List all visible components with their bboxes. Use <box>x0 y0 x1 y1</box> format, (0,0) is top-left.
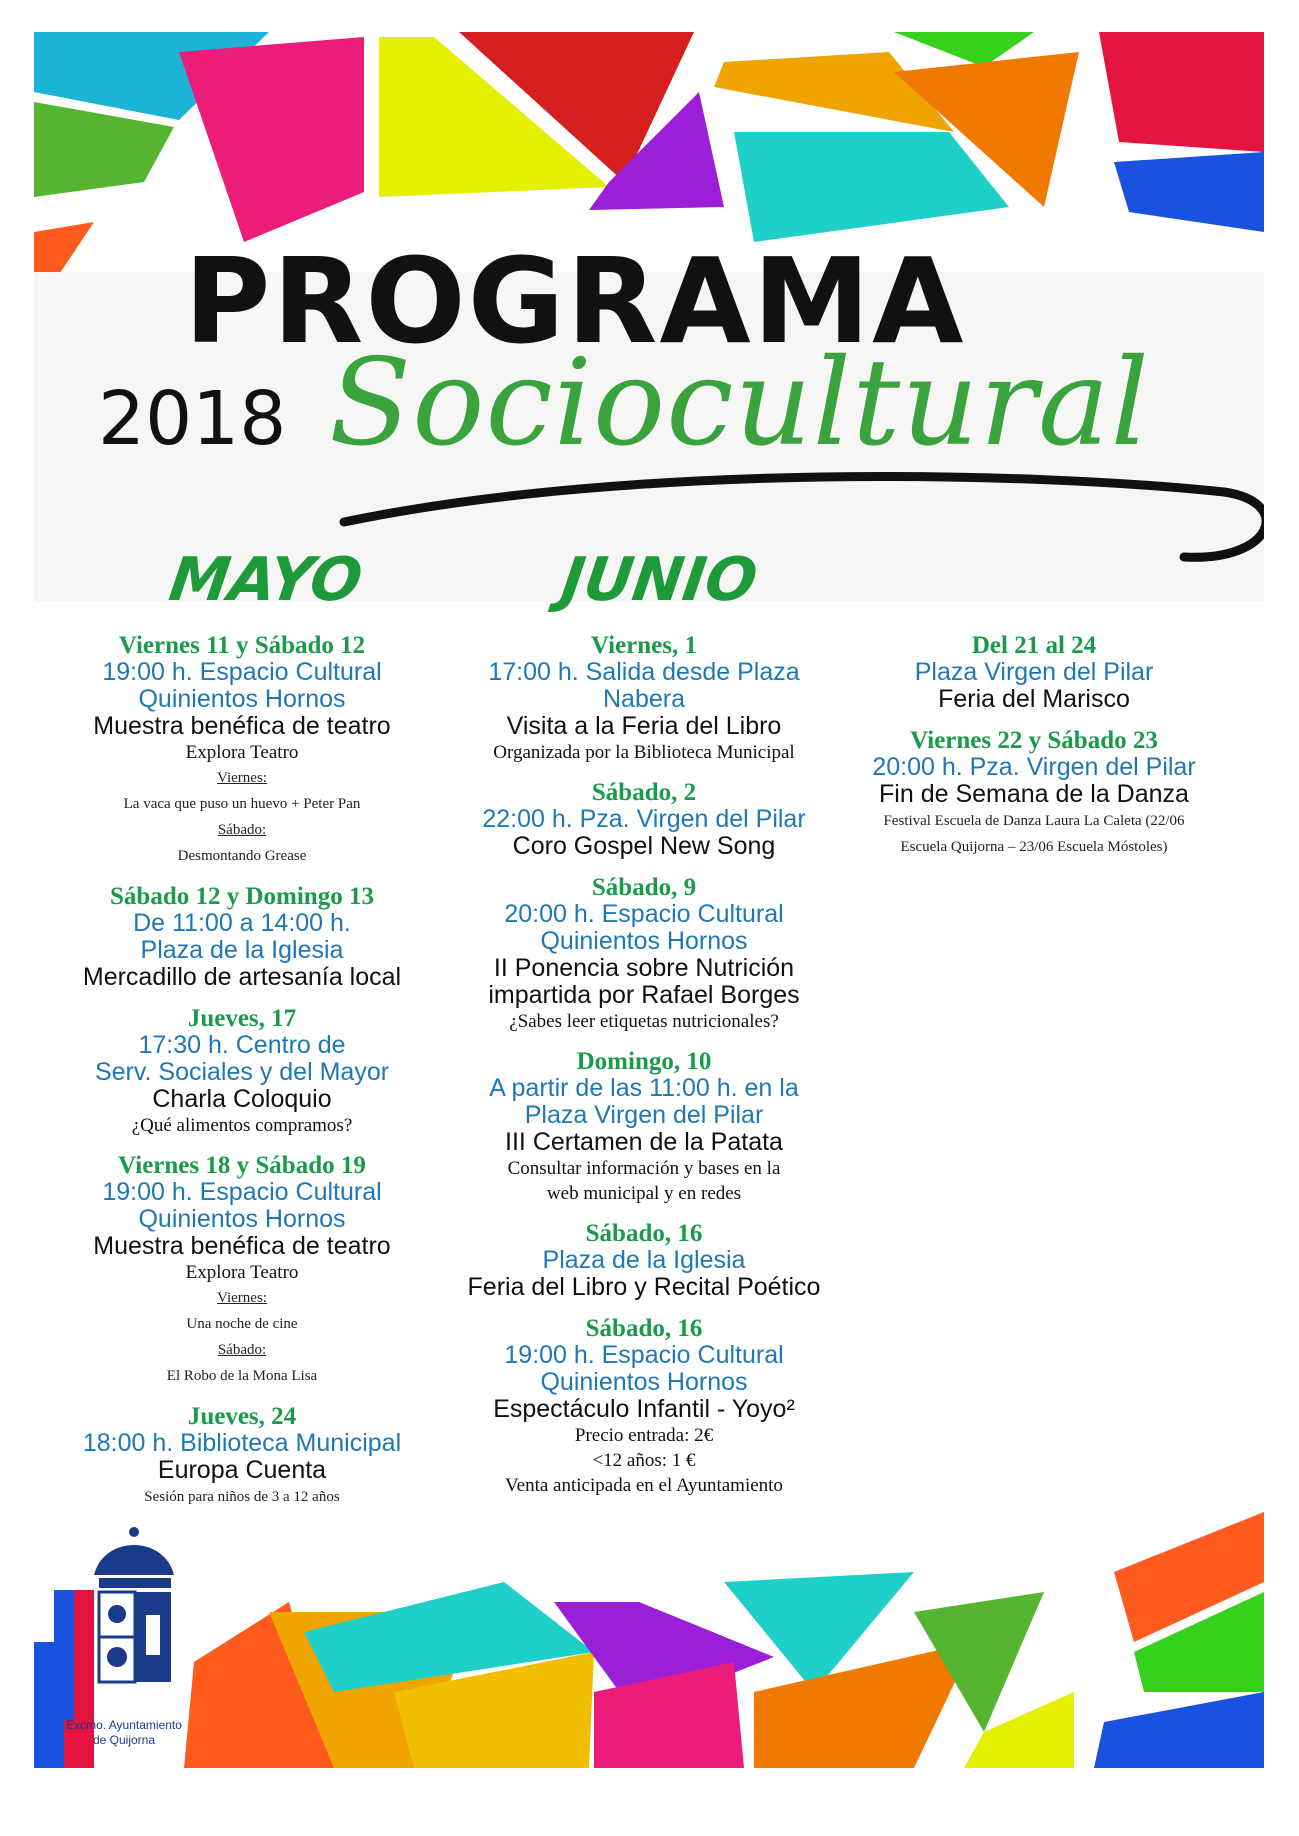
event-detail: Una noche de cine <box>186 1316 298 1332</box>
event-date: Viernes 22 y Sábado 23 <box>910 727 1158 754</box>
month-heading-junio: JUNIO <box>557 545 762 615</box>
event-detail: Sábado: <box>217 822 267 838</box>
event-title: III Certamen de la Patata <box>505 1128 783 1156</box>
event-subtitle: <12 años: 1 € <box>592 1450 696 1471</box>
event-block <box>444 1315 844 1498</box>
event-title: Visita a la Feria del Libro <box>506 712 782 740</box>
event-detail: El Robo de la Mona Lisa <box>166 1368 318 1384</box>
event-title: Espectáculo Infantil - Yoyo² <box>493 1395 795 1423</box>
event-place: 20:00 h. Espacio Cultural <box>504 900 784 928</box>
event-subtitle: Explora Teatro <box>185 1262 299 1283</box>
event-date: Jueves, 17 <box>187 1005 297 1032</box>
event-place: Quinientos Hornos <box>138 1205 346 1233</box>
event-place: 19:00 h. Espacio Cultural <box>504 1341 784 1369</box>
event-subtitle: ¿Qué alimentos compramos? <box>131 1115 353 1136</box>
event-block <box>444 1048 844 1206</box>
event-date: Sábado, 2 <box>591 779 697 806</box>
event-title: Feria del Marisco <box>938 685 1130 713</box>
event-title: Muestra benéfica de teatro <box>93 712 391 740</box>
event-title: II Ponencia sobre Nutrición <box>493 954 795 982</box>
event-place: 18:00 h. Biblioteca Municipal <box>82 1429 402 1457</box>
event-date: Domingo, 10 <box>576 1048 712 1075</box>
event-place: 19:00 h. Espacio Cultural <box>102 658 382 686</box>
event-place: A partir de las 11:00 h. en la <box>489 1074 799 1102</box>
event-detail: Desmontando Grease <box>177 848 307 864</box>
event-subtitle: Organizada por la Biblioteca Municipal <box>493 742 795 763</box>
event-date: Viernes 11 y Sábado 12 <box>118 632 366 659</box>
event-block <box>444 1220 844 1301</box>
event-title: Muestra benéfica de teatro <box>93 1232 391 1260</box>
event-block <box>34 883 450 991</box>
event-place: Plaza de la Iglesia <box>542 1246 746 1274</box>
event-subtitle: Explora Teatro <box>185 742 299 763</box>
event-place: 22:00 h. Pza. Virgen del Pilar <box>482 805 806 833</box>
events-column-3 <box>834 632 1234 874</box>
event-place: Quinientos Hornos <box>138 685 346 713</box>
crest-line-2: de Quijorna <box>92 1733 156 1747</box>
coat-of-arms-logo <box>54 1520 194 1750</box>
event-place: De 11:00 a 14:00 h. <box>133 909 351 937</box>
event-block <box>834 632 1234 713</box>
event-detail: Sábado: <box>217 1342 267 1358</box>
script-swash-decoration <box>334 452 1264 572</box>
event-date: Jueves, 24 <box>187 1403 297 1430</box>
event-place: 17:30 h. Centro de <box>138 1031 346 1059</box>
event-subtitle: web municipal y en redes <box>546 1183 742 1204</box>
event-block <box>34 1005 450 1138</box>
event-title: Europa Cuenta <box>157 1456 327 1484</box>
event-detail: Sesión para niños de 3 a 12 años <box>144 1489 340 1505</box>
event-date: Viernes, 1 <box>591 632 697 659</box>
event-detail: Festival Escuela de Danza Laura La Caleta (22/06 <box>883 813 1185 829</box>
event-place: Plaza de la Iglesia <box>140 936 344 964</box>
crest-line-1: Excmo. Ayuntamiento <box>66 1718 182 1732</box>
event-place: Serv. Sociales y del Mayor <box>94 1058 390 1086</box>
events-column-2 <box>444 632 844 1512</box>
event-place: Plaza Virgen del Pilar <box>914 658 1154 686</box>
title-sociocultural: Sociocultural <box>329 334 1150 473</box>
event-block <box>444 779 844 860</box>
event-block <box>444 632 844 765</box>
event-date: Sábado, 16 <box>585 1315 703 1342</box>
event-place: Quinientos Hornos <box>540 1368 748 1396</box>
event-place: 17:00 h. Salida desde Plaza <box>488 658 800 686</box>
event-subtitle: ¿Sabes leer etiquetas nutricionales? <box>509 1011 779 1032</box>
event-block <box>444 874 844 1034</box>
event-date: Del 21 al 24 <box>971 632 1097 659</box>
event-title: Feria del Libro y Recital Poético <box>467 1273 821 1301</box>
event-detail: Venta anticipada en el Ayuntamiento <box>505 1475 783 1496</box>
event-date: Sábado, 9 <box>591 874 697 901</box>
title-year: 2018 <box>98 376 287 462</box>
crest-caption <box>54 1718 194 1748</box>
event-place: 19:00 h. Espacio Cultural <box>102 1178 382 1206</box>
event-detail: Viernes: <box>217 770 267 786</box>
event-title: impartida por Rafael Borges <box>488 981 800 1009</box>
event-subtitle: Consultar información y bases en la <box>507 1158 781 1179</box>
poster <box>34 32 1264 1768</box>
event-place: 20:00 h. Pza. Virgen del Pilar <box>872 753 1196 781</box>
event-block <box>834 727 1234 860</box>
title-programa: PROGRAMA <box>184 232 966 370</box>
event-date: Sábado 12 y Domingo 13 <box>110 883 374 910</box>
event-subtitle: Precio entrada: 2€ <box>574 1425 714 1446</box>
events-column-1 <box>34 632 450 1524</box>
event-place: Quinientos Hornos <box>540 927 748 955</box>
event-title: Fin de Semana de la Danza <box>879 780 1189 808</box>
event-detail: La vaca que puso un huevo + Peter Pan <box>123 796 361 812</box>
event-place: Nabera <box>603 685 685 713</box>
event-detail: Viernes: <box>217 1290 267 1306</box>
bottom-mosaic-decoration <box>34 1492 1264 1768</box>
event-title: Coro Gospel New Song <box>512 832 776 860</box>
event-block <box>34 632 450 869</box>
event-place: Plaza Virgen del Pilar <box>524 1101 764 1129</box>
event-title: Mercadillo de artesanía local <box>82 963 402 991</box>
event-date: Sábado, 16 <box>585 1220 703 1247</box>
event-block <box>34 1152 450 1389</box>
event-date: Viernes 18 y Sábado 19 <box>118 1152 366 1179</box>
event-title: Charla Coloquio <box>152 1085 332 1113</box>
event-detail: Escuela Quijorna – 23/06 Escuela Móstoles) <box>900 839 1168 855</box>
month-heading-mayo: MAYO <box>165 545 367 615</box>
